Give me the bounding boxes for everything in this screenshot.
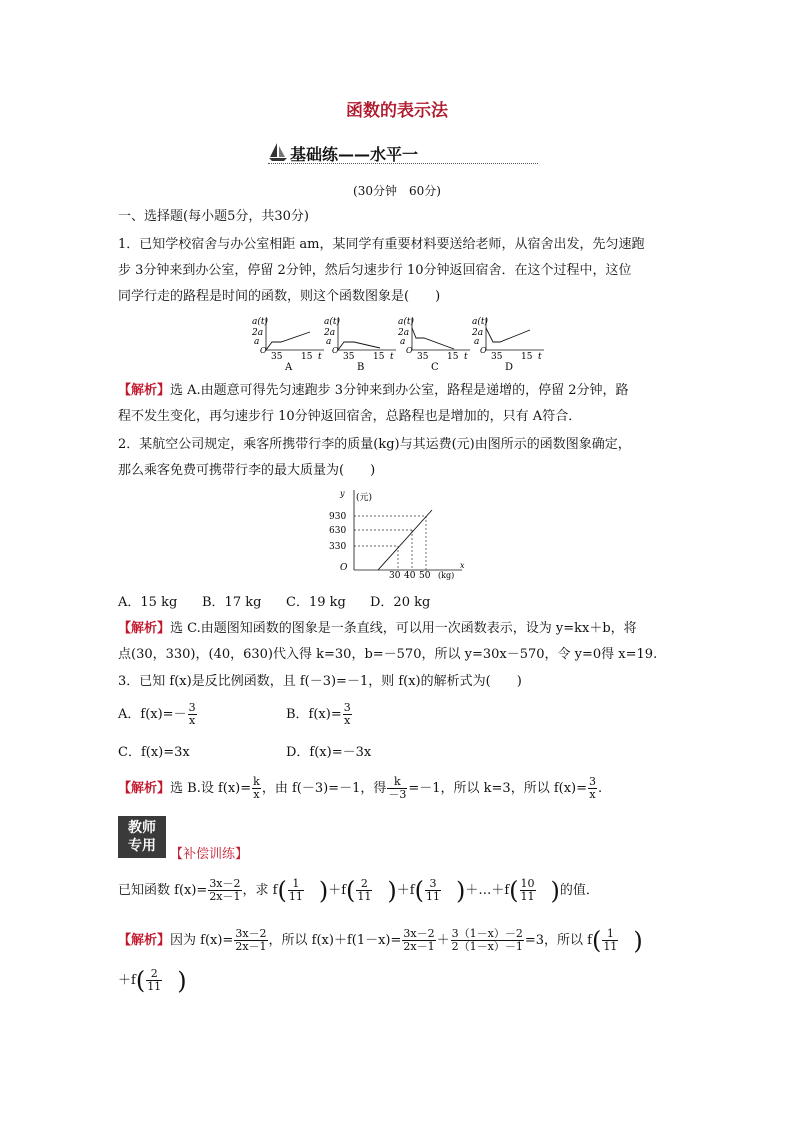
q2-freight-line bbox=[378, 510, 432, 570]
part-one-heading: 一、选择题(每小题5分，共30分) bbox=[118, 209, 309, 224]
q2-y-axis-label: y bbox=[340, 489, 345, 498]
denominator: 2x－1 bbox=[235, 940, 267, 953]
q1-option-graphs bbox=[248, 314, 558, 372]
denominator: x bbox=[253, 788, 260, 801]
denominator: 2x－1 bbox=[209, 890, 241, 903]
paren: ) bbox=[633, 926, 643, 955]
sa-text-2: ，所以 f(x)＋f(1－x)= bbox=[268, 933, 402, 948]
paren: ) bbox=[387, 876, 397, 905]
denominator: 11 bbox=[520, 890, 535, 903]
graph-c-y-label: a(t) bbox=[398, 317, 415, 327]
denominator: x bbox=[589, 788, 596, 801]
graph-d bbox=[471, 316, 544, 372]
denominator: 2（1－x）－1 bbox=[451, 940, 523, 953]
q3-analysis-text-1: 选 B.设 f(x)= bbox=[170, 781, 252, 796]
q1-line-2: 步 3分钟来到办公室，停留 2分钟，然后匀速步行 10分钟返回宿舍．在这个过程中，这位 bbox=[118, 263, 632, 278]
analysis-tag: 【解析】 bbox=[118, 621, 171, 636]
graph-d-y-label: a(t) bbox=[472, 317, 489, 327]
numerator: 1 bbox=[288, 878, 304, 891]
paren: ) bbox=[550, 876, 560, 905]
q3-line-1: 3．已知 f(x)是反比例函数，且 f(－3)=－1，则 f(x)的解析式为( ) bbox=[118, 674, 522, 689]
numerator: k bbox=[253, 775, 260, 788]
denominator: 11 bbox=[425, 890, 440, 903]
fraction bbox=[425, 878, 441, 903]
q1-line-1: 1．已知学校宿舍与办公室相距 am，某同学有重要材料要送给老师，从宿舍出发，先匀速跑 bbox=[118, 237, 645, 252]
q2-y-unit: (元) bbox=[356, 493, 373, 503]
graph-a-curve bbox=[266, 332, 310, 350]
paren: ) bbox=[318, 876, 329, 905]
fraction bbox=[387, 776, 407, 801]
q3-option-d: D．f(x)=－3x bbox=[286, 745, 372, 760]
paren: ) bbox=[455, 876, 466, 905]
sq-plus-3: ＋…＋f bbox=[465, 883, 510, 898]
sq-end: 的值． bbox=[559, 883, 599, 898]
denominator: 2x－1 bbox=[403, 940, 435, 953]
sailboat-icon bbox=[268, 142, 288, 162]
graph-d-option: D bbox=[505, 362, 514, 372]
denominator: 11 bbox=[147, 980, 162, 993]
numerator: 2 bbox=[356, 878, 372, 891]
graph-c bbox=[397, 316, 470, 372]
numerator: 10 bbox=[520, 877, 535, 890]
denominator: －3 bbox=[388, 788, 407, 801]
denominator: x bbox=[188, 714, 196, 727]
graph-b-x-t: t bbox=[390, 352, 394, 362]
sq-plus-1: ＋f bbox=[328, 883, 347, 898]
supplement-label: 【补偿训练】 bbox=[170, 847, 249, 862]
badge-line-1: 教师 bbox=[128, 820, 156, 836]
dotted-rule bbox=[268, 163, 538, 164]
graph-b-origin: O bbox=[332, 346, 339, 355]
fraction bbox=[356, 878, 372, 903]
fraction bbox=[451, 928, 524, 953]
graph-a-y-2a: 2a bbox=[252, 328, 264, 338]
fraction bbox=[602, 928, 618, 953]
numerator: 3 bbox=[589, 775, 597, 788]
sq-plus-2: ＋f bbox=[396, 883, 415, 898]
graph-d-x-t: t bbox=[538, 352, 542, 362]
numerator: 3 bbox=[188, 701, 196, 714]
graph-c-x-ticks: 35 bbox=[417, 352, 429, 362]
numerator: 2 bbox=[146, 968, 162, 981]
q3-option-c: C．f(x)=3x bbox=[118, 745, 190, 760]
numerator: 3x－2 bbox=[209, 877, 241, 890]
sa-plus: ＋ bbox=[436, 933, 450, 948]
graph-b-y-label: a(t) bbox=[324, 317, 341, 327]
paren: ( bbox=[135, 966, 146, 995]
graph-a-origin: O bbox=[260, 346, 267, 355]
supplement-analysis-line-1 bbox=[118, 928, 643, 953]
analysis-tag: 【解析】 bbox=[118, 781, 171, 796]
q2-x-tick-40: 40 bbox=[404, 571, 416, 580]
denominator: 11 bbox=[288, 890, 303, 903]
q2-origin: O bbox=[340, 563, 348, 573]
q1-analysis-line-2: 程不发生变化，再匀速步行 10分钟返回宿舍，总路程也是增加的，只有 A符合． bbox=[118, 409, 582, 424]
graph-c-y-2a: 2a bbox=[398, 328, 410, 338]
graph-b-x-ticks: 35 bbox=[343, 352, 355, 362]
fraction bbox=[252, 776, 261, 801]
sa-text-3: =3，所以 f bbox=[524, 933, 592, 948]
q2-analysis-line-2: 点(30，330)，(40，630)代入得 k=30，b=－570，所以 y=30x－570，令 y=0得 x=19. bbox=[118, 647, 658, 662]
fraction bbox=[520, 878, 536, 903]
graph-c-curve bbox=[412, 328, 454, 349]
q1-analysis-text: 选 A.由题意可得先匀速跑步 3分钟来到办公室，路程是递增的，停留 2分钟，路 bbox=[170, 383, 629, 398]
graph-c-origin: O bbox=[406, 346, 413, 355]
sq-text-2: ，求 f bbox=[242, 883, 278, 898]
numerator: 3（1－x）－2 bbox=[451, 927, 523, 940]
q2-line-2: 那么乘客免费可携带行李的最大质量为( ) bbox=[118, 463, 376, 478]
graph-a-x-ticks: 35 bbox=[271, 352, 283, 362]
q2-y-tick-930: 930 bbox=[329, 512, 347, 522]
graph-b-y-a: a bbox=[326, 337, 332, 347]
q2-option-d: D．20 kg bbox=[370, 595, 431, 610]
time-score-note: (30分钟 60分) bbox=[353, 184, 441, 198]
supplement-analysis-line-2 bbox=[118, 968, 187, 993]
analysis-tag: 【解析】 bbox=[118, 383, 171, 398]
paren: ( bbox=[414, 876, 424, 905]
q2-option-c: C．19 kg bbox=[286, 595, 346, 610]
graph-c-x-15: 15 bbox=[447, 352, 459, 362]
q3-analysis bbox=[118, 776, 602, 801]
fraction bbox=[208, 878, 241, 903]
q2-analysis-text: 选 C.由题图知函数的图象是一条直线，可以用一次函数表示，设为 y=kx＋b，将 bbox=[170, 621, 637, 636]
section-heading-text: 基础练——水平一 bbox=[290, 145, 419, 164]
denominator: x bbox=[344, 714, 351, 727]
numerator: 3 bbox=[343, 701, 351, 714]
q2-x-axis-label: x bbox=[460, 561, 465, 570]
numerator: 3x－2 bbox=[403, 927, 435, 940]
paren: ( bbox=[591, 926, 602, 955]
denominator: 11 bbox=[603, 940, 618, 953]
q3-analysis-text-3: =－1，所以 k=3，所以 f(x)= bbox=[408, 781, 588, 796]
graph-a-y-a: a bbox=[254, 337, 260, 347]
paren: ) bbox=[177, 966, 187, 995]
graph-a bbox=[251, 316, 324, 372]
q3-option-a-text: A．f(x)=－ bbox=[118, 707, 187, 722]
fraction bbox=[588, 776, 597, 801]
graph-b-x-15: 15 bbox=[373, 352, 385, 362]
graph-a-x-t: t bbox=[318, 352, 322, 362]
graph-a-option: A bbox=[285, 362, 293, 372]
q3-option-b-text: B．f(x)= bbox=[286, 707, 342, 722]
graph-a-x-15: 15 bbox=[301, 352, 313, 362]
graph-a-y-label: a(t) bbox=[252, 317, 269, 327]
page-title: 函数的表示法 bbox=[346, 101, 448, 121]
graph-c-y-a: a bbox=[400, 337, 406, 347]
fraction bbox=[343, 702, 352, 727]
numerator: 1 bbox=[602, 928, 618, 941]
fraction bbox=[288, 878, 304, 903]
fraction bbox=[402, 928, 435, 953]
graph-d-y-2a: 2a bbox=[472, 328, 484, 338]
q2-x-tick-30: 30 bbox=[389, 571, 401, 580]
q2-option-b: B．17 kg bbox=[202, 595, 262, 610]
q3-analysis-text-2: ，由 f(－3)=－1，得 bbox=[261, 781, 387, 796]
fraction bbox=[234, 928, 267, 953]
paren: ( bbox=[346, 876, 356, 905]
q3-analysis-text-4: . bbox=[598, 781, 603, 796]
q2-freight-graph bbox=[326, 486, 476, 580]
q2-analysis-line-1 bbox=[118, 620, 637, 638]
paren: ( bbox=[509, 876, 519, 905]
sa-line2-text: ＋f bbox=[118, 973, 136, 988]
graph-d-origin: O bbox=[480, 346, 487, 355]
graph-d-y-a: a bbox=[474, 337, 480, 347]
graph-b-option: B bbox=[357, 362, 365, 372]
denominator: 11 bbox=[357, 890, 372, 903]
q2-y-tick-630: 630 bbox=[329, 526, 347, 536]
numerator: 3 bbox=[425, 878, 441, 891]
q1-line-3: 同学行走的路程是时间的函数，则这个函数图象是( ) bbox=[118, 289, 441, 304]
q2-y-tick-330: 330 bbox=[329, 542, 347, 552]
analysis-tag: 【解析】 bbox=[118, 933, 171, 948]
q2-line-1: 2．某航空公司规定，乘客所携带行李的质量(kg)与其运费(元)由图所示的函数图象确定， bbox=[118, 437, 631, 452]
graph-b bbox=[323, 316, 396, 372]
paren: ( bbox=[277, 876, 287, 905]
section-heading bbox=[268, 140, 538, 164]
fraction bbox=[146, 968, 162, 993]
badge-line-2: 专用 bbox=[128, 838, 156, 854]
graph-b-y-2a: 2a bbox=[324, 328, 336, 338]
q2-x-tick-50: 50 bbox=[419, 571, 431, 580]
numerator: k bbox=[387, 776, 407, 789]
fraction bbox=[188, 702, 197, 727]
teacher-only-badge bbox=[118, 816, 166, 858]
q3-option-a bbox=[118, 702, 198, 727]
graph-d-curve bbox=[486, 328, 530, 342]
supplement-question bbox=[118, 878, 599, 903]
q3-option-b bbox=[286, 702, 353, 727]
sa-text-1: 因为 f(x)= bbox=[170, 933, 234, 948]
graph-c-option: C bbox=[431, 362, 439, 372]
q1-analysis-line-1 bbox=[118, 382, 628, 400]
graph-d-x-ticks: 35 bbox=[491, 352, 503, 362]
numerator: 3x－2 bbox=[235, 927, 267, 940]
q2-option-a: A．15 kg bbox=[118, 595, 178, 610]
graph-d-x-15: 15 bbox=[521, 352, 533, 362]
q2-x-unit: (kg) bbox=[438, 571, 455, 580]
sq-text-1: 已知函数 f(x)= bbox=[118, 883, 208, 898]
graph-b-curve bbox=[338, 342, 380, 350]
graph-c-x-t: t bbox=[464, 352, 468, 362]
